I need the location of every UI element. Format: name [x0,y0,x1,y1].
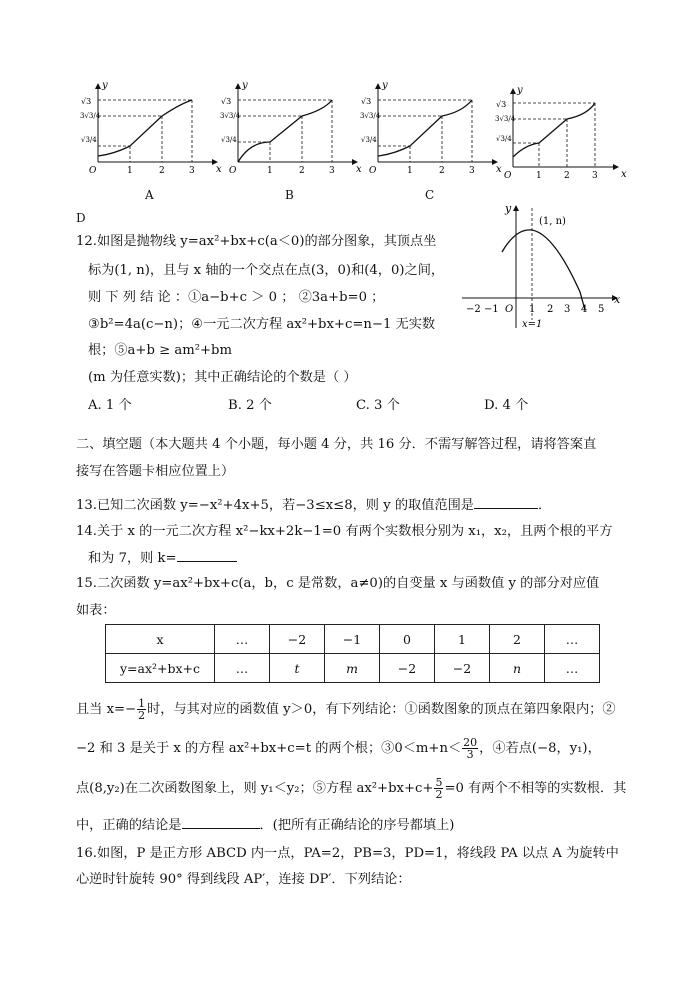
svg-text:1: 1 [267,166,273,176]
q13-stem: 13.已知二次函数 y=−x²+4x+5，若−3≤x≤8，则 y 的取值范围是 [76,498,474,513]
table-cell: n [490,654,545,683]
q15-l5a: 点(8,y₂)在二次函数图象上，则 y₁＜y₂；⑤方程 ax²+bx+c+ [76,781,434,796]
q13-text [76,496,551,515]
svg-text:3√3/4: 3√3/4 [495,115,516,123]
q16-line-2: 心逆时针旋转 90° 得到线段 AP′，连接 DP′．下列结论： [76,872,411,887]
svg-text:O: O [229,166,237,176]
q12-option-d: D. 4 个 [484,398,529,413]
svg-text:O: O [89,166,97,176]
graph-b-label: B [285,188,294,202]
fraction-num: 5 [435,776,443,789]
fraction-five-halves [434,777,443,800]
table-cell: … [545,654,600,683]
svg-text:O: O [504,171,512,181]
graph-c-label: C [425,188,435,202]
q13-answer-blank [474,496,538,509]
table-row-y [106,654,600,683]
svg-text:1: 1 [407,166,413,176]
q15-line-5 [76,773,626,805]
table-cell: m [325,654,380,683]
svg-text:2: 2 [547,304,554,315]
q12-line-6: (m 为任意实数)；其中正确结论的个数是（ ） [88,370,357,385]
svg-text:y: y [242,80,248,91]
graph-d [495,85,640,189]
svg-text:√3: √3 [361,97,372,106]
q15-line-3 [76,694,616,726]
svg-text:2: 2 [159,166,165,176]
q12-line-4: ③b²=4a(c−n)；④一元二次方程 ax²+bx+c=n−1 无实数 [88,317,436,332]
graph-a [80,80,225,184]
graph-b [220,80,365,184]
svg-text:−1: −1 [484,304,499,315]
svg-text:x: x [356,164,362,175]
table-cell: … [215,625,270,654]
svg-text:O: O [505,304,514,315]
table-cell: −2 [380,654,435,683]
q15-l5b: =0 有两个不相等的实数根．其 [444,781,627,796]
svg-text:1: 1 [536,171,542,181]
table-cell: −2 [435,654,490,683]
svg-text:x: x [216,164,222,175]
q14-line-1: 14.关于 x 的一元二次方程 x²−kx+2k−1=0 有两个实数根分别为 x₁，x₂，且两个根的平方 [76,524,613,539]
svg-text:√3: √3 [221,97,232,106]
table-cell: y=ax²+bx+c [106,654,215,683]
table-cell: … [215,654,270,683]
fraction-num: 1 [138,697,146,710]
q12-option-b: B. 2 个 [228,398,272,413]
fraction-den: 2 [435,788,443,801]
q12-line-5: 根；⑤a+b ≥ am²+bm [88,343,232,358]
svg-text:(1, n): (1, n) [539,216,566,227]
svg-text:y: y [517,85,523,96]
section-2-heading: 二、填空题（本大题共 4 个小题，每小题 4 分，共 16 分．不需写解答过程，请将答案直 [76,437,597,452]
q12-option-a: A. 1 个 [88,398,132,413]
svg-text:2: 2 [439,166,445,176]
fraction-den: 2 [138,709,146,722]
table-cell: 0 [380,625,435,654]
svg-text:x=1: x=1 [522,319,543,330]
option-d-label: D [76,211,86,225]
svg-text:x: x [621,169,627,180]
svg-text:−2: −2 [466,304,481,315]
table-cell: … [545,625,600,654]
q15-l6a: 中，正确的结论是 [76,818,182,833]
svg-text:3√3/4: 3√3/4 [80,112,101,120]
svg-text:3: 3 [469,166,475,176]
svg-text:√3/4: √3/4 [221,136,237,144]
svg-text:y: y [505,202,512,215]
fraction-num: 20 [463,736,478,749]
svg-text:2: 2 [564,171,570,181]
q15-answer-blank [182,816,260,829]
table-cell: −2 [270,625,325,654]
q14-line-2 [88,549,237,568]
graph-a-label: A [145,188,154,202]
q14-stem: 和为 7，则 k= [88,551,177,566]
fraction-den: 3 [466,748,474,761]
q12-line-2: 标为(1, n)，且与 x 轴的一个交点在点(3，0)和(4，0)之间， [88,263,445,278]
svg-text:√3: √3 [81,97,92,106]
table-cell: −1 [325,625,380,654]
q15-l4b: ，④若点(−8，y₁)， [479,741,601,756]
svg-text:y: y [382,80,388,91]
q15-line-2: 如表： [76,603,116,618]
svg-text:x: x [496,164,502,175]
svg-text:2: 2 [299,166,305,176]
svg-text:√3/4: √3/4 [81,136,97,144]
table-cell: 1 [435,625,490,654]
svg-text:O: O [369,166,377,176]
table-cell: t [270,654,325,683]
q12-parabola-graph [458,200,623,339]
svg-text:√3/4: √3/4 [496,135,512,143]
svg-text:√3/4: √3/4 [361,136,377,144]
svg-text:√3: √3 [496,100,507,109]
q15-line-6 [76,816,454,835]
fraction-half [137,698,146,721]
q15-l6b: ．(把所有正确结论的序号都填上) [259,818,455,833]
q13-end: ． [537,498,552,513]
svg-text:3√3/4: 3√3/4 [360,112,381,120]
table-cell: x [106,625,215,654]
svg-text:x: x [614,293,621,306]
table-cell: 2 [490,625,545,654]
table-row-x [106,625,600,654]
q12-line-1: 12.如图是抛物线 y=ax²+bx+c(a＜0)的部分图象，其顶点坐 [76,234,437,249]
q16-line-1: 16.如图，P 是正方形 ABCD 内一点，PA=2，PB=3，PD=1，将线段 PA 以点 A 为旋转中 [76,846,619,861]
fraction-twenty-thirds [462,737,478,760]
svg-text:1: 1 [127,166,133,176]
svg-text:y: y [102,80,108,91]
q15-l4a: −2 和 3 是关于 x 的方程 ax²+bx+c=t 的两个根；③0＜m+n＜ [76,741,462,756]
svg-text:1: 1 [529,304,536,315]
svg-text:3: 3 [329,166,335,176]
svg-text:3: 3 [564,304,571,315]
svg-text:5: 5 [598,304,605,315]
q15-l3b: 时，与其对应的函数值 y＞0，有下列结论：①函数图象的顶点在第四象限内；② [147,702,616,717]
q15-value-table [105,624,600,683]
q15-l3a: 且当 x=− [76,702,137,717]
q12-option-c: C. 3 个 [356,398,400,413]
q15-line-4 [76,733,601,765]
svg-text:3√3/4: 3√3/4 [220,112,241,120]
graph-c [360,80,505,184]
q15-line-1: 15.二次函数 y=ax²+bx+c(a，b，c 是常数，a≠0)的自变量 x 与函数值 y 的部分对应值 [76,576,600,591]
svg-text:3: 3 [592,171,598,181]
q12-line-3: 则 下 列 结 论 ：①a−b+c ＞ 0 ； ②3a+b=0 ； [88,290,385,305]
q14-answer-blank [177,549,237,562]
svg-text:4: 4 [581,304,588,315]
section-2-heading-cont: 接写在答题卡相应位置上） [76,464,235,479]
svg-text:3: 3 [189,166,195,176]
